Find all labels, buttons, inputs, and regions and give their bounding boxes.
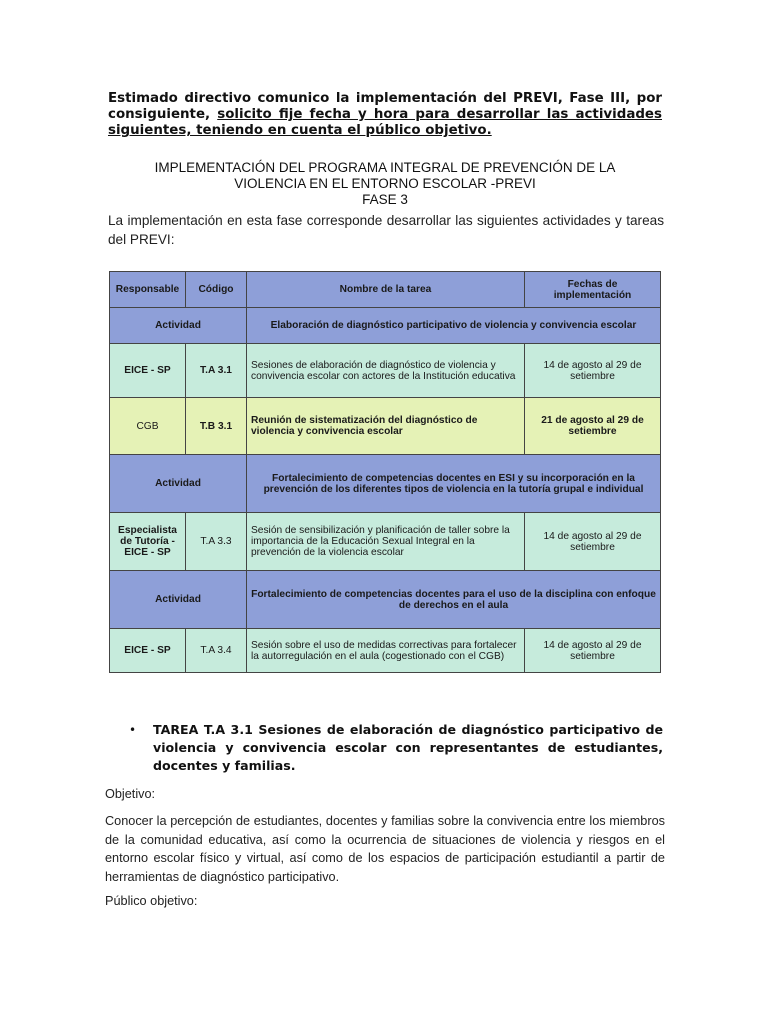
objetivo-paragraph: Conocer la percepción de estudiantes, docentes y familias sobre la convivencia entre los miembros de la comunidad educativa, así como la ocurrencia de situaciones de violencia y riesgos en el entorno escolar físico y virtual, así como de los espacios de participación estudiantil a partir de herramientas de diagnóstico participativo. (105, 814, 665, 884)
cell-nombre: Sesiones de elaboración de diagnóstico de violencia y convivencia escolar con actores de la Institución educativa (247, 344, 525, 398)
cell-fechas: 21 de agosto al 29 de setiembre (525, 398, 661, 455)
heading-line-1: IMPLEMENTACIÓN DEL PROGRAMA INTEGRAL DE PREVENCIÓN DE LA (154, 160, 616, 175)
intro-underlined-text: solicito fije fecha y hora para desarrollar las actividades siguientes, teniendo en cuenta el público objetivo. (108, 107, 662, 138)
activity-label: Actividad (110, 308, 247, 344)
activity-row (110, 455, 661, 513)
activity-row (110, 571, 661, 629)
objetivo-label: Objetivo: (105, 787, 156, 801)
activity-label: Actividad (110, 571, 247, 629)
table-row (110, 398, 661, 455)
cell-responsable: Especialista de Tutoría - EICE - SP (110, 513, 186, 571)
bullet-icon: • (129, 723, 137, 737)
cell-nombre: Sesión sobre el uso de medidas correctivas para fortalecer la autorregulación en el aula (cogestionado con el CGB) (247, 629, 525, 673)
header-responsable: Responsable (110, 272, 186, 308)
activity-title: Elaboración de diagnóstico participativo de violencia y convivencia escolar (247, 308, 661, 344)
header-codigo: Código (186, 272, 247, 308)
header-nombre: Nombre de la tarea (247, 272, 525, 308)
intro-paragraph (108, 91, 662, 139)
cell-codigo: T.A 3.3 (186, 513, 247, 571)
cell-fechas: 14 de agosto al 29 de setiembre (525, 629, 661, 673)
table-row (110, 629, 661, 673)
cell-responsable: CGB (110, 398, 186, 455)
heading-line-3: FASE 3 (362, 192, 408, 207)
cell-codigo: T.A 3.1 (186, 344, 247, 398)
table-row (110, 344, 661, 398)
activity-row (110, 308, 661, 344)
activity-title: Fortalecimiento de competencias docentes en ESI y su incorporación en la prevención de los diferentes tipos de violencia en la tutoría grupal e individual (247, 455, 661, 513)
table-header-row (110, 272, 661, 308)
activity-title: Fortalecimiento de competencias docentes para el uso de la disciplina con enfoque de derechos en el aula (247, 571, 661, 629)
cell-nombre: Reunión de sistematización del diagnóstico de violencia y convivencia escolar (247, 398, 525, 455)
header-fechas: Fechas de implementación (525, 272, 661, 308)
heading-line-2: VIOLENCIA EN EL ENTORNO ESCOLAR -PREVI (234, 176, 536, 191)
cell-responsable: EICE - SP (110, 629, 186, 673)
intro-text: Estimado directivo comunico la implementación del PREVI, Fase III, por consiguiente, (108, 91, 662, 122)
publico-objetivo-label: Público objetivo: (105, 894, 198, 908)
activity-label: Actividad (110, 455, 247, 513)
cell-codigo: T.B 3.1 (186, 398, 247, 455)
cell-codigo: T.A 3.4 (186, 629, 247, 673)
cell-fechas: 14 de agosto al 29 de setiembre (525, 513, 661, 571)
table-row (110, 513, 661, 571)
document-heading (108, 160, 662, 208)
cell-nombre: Sesión de sensibilización y planificación de taller sobre la importancia de la Educación Sexual Integral en la prevención de la violencia escolar (247, 513, 525, 571)
lead-paragraph: La implementación en esta fase corresponde desarrollar las siguientes actividades y tareas del PREVI: (108, 213, 664, 247)
cell-fechas: 14 de agosto al 29 de setiembre (525, 344, 661, 398)
task-bullet-text: TAREA T.A 3.1 Sesiones de elaboración de diagnóstico participativo de violencia y convivencia escolar con representantes de estudiantes, docentes y familias. (153, 722, 663, 773)
tasks-table (109, 271, 661, 673)
cell-responsable: EICE - SP (110, 344, 186, 398)
